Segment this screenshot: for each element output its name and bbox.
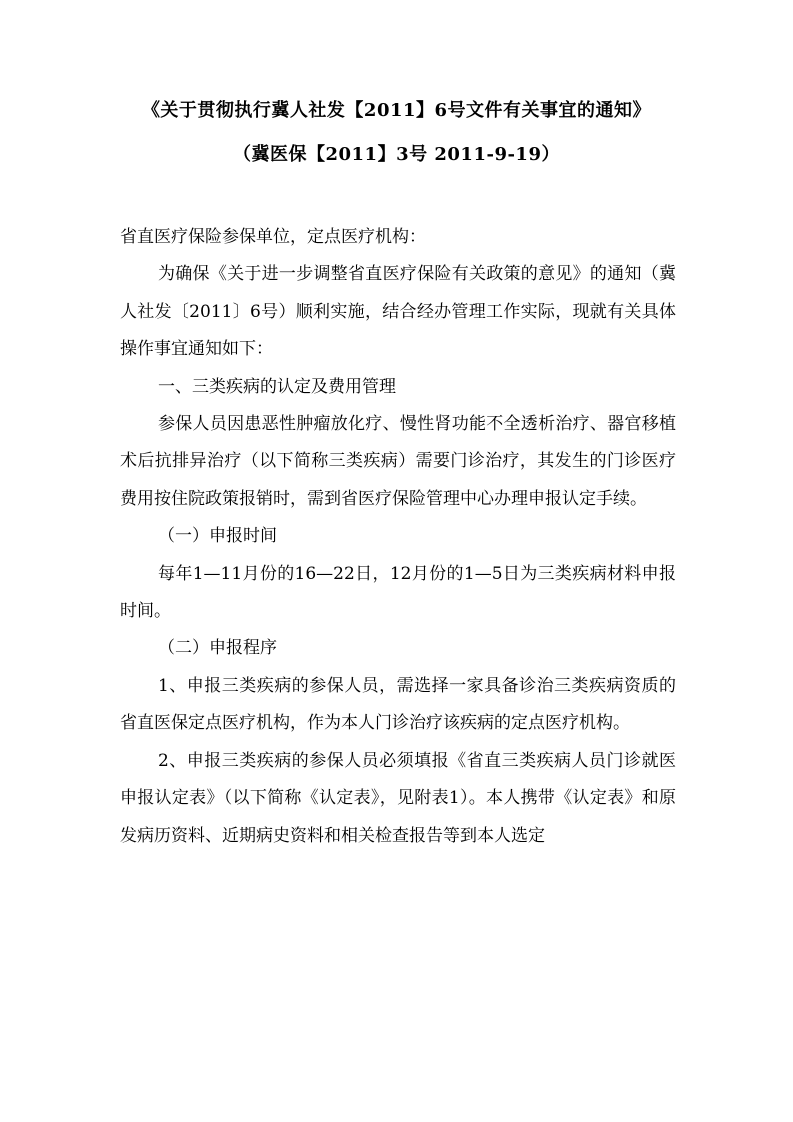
body-paragraph: 每年1—11月份的16—22日，12月份的1—5日为三类疾病材料申报时间。 xyxy=(120,563,676,622)
document-subtitle: （冀医保【2011】3号 2011-9-19） xyxy=(232,144,560,165)
body-paragraph: 1、申报三类疾病的参保人员，需选择一家具备诊治三类疾病资质的省直医保定点医疗机构，作为本人门诊治疗该疾病的定点医疗机构。 xyxy=(120,675,676,734)
document-title: 《关于贯彻执行冀人社发【2011】6号文件有关事宜的通知》 xyxy=(141,100,652,121)
salutation: 省直医疗保险参保单位，定点医疗机构： xyxy=(120,227,426,247)
subsection-heading-2: （二）申报程序 xyxy=(158,638,277,659)
section-heading-1: 一、三类疾病的认定及费用管理 xyxy=(158,376,396,397)
subsection-heading-1: （一）申报时间 xyxy=(158,526,277,547)
body-paragraph: 2、申报三类疾病的参保人员必须填报《省直三类疾病人员门诊就医申报认定表》（以下简称《认定表》，见附表1）。本人携带《认定表》和原发病历资料、近期病史资料和相关检查报告等到本人选定 xyxy=(120,750,676,846)
body-paragraph: 参保人员因患恶性肿瘤放化疗、慢性肾功能不全透析治疗、器官移植术后抗排异治疗（以下简称三类疾病）需要门诊治疗，其发生的门诊医疗费用按住院政策报销时，需到省医疗保险管理中心办理申报认定手续。 xyxy=(120,414,676,509)
document-body xyxy=(120,219,676,855)
intro-paragraph: 为确保《关于进一步调整省直医疗保险有关政策的意见》的通知（冀人社发〔2011〕6号）顺利实施，结合经办管理工作实际，现就有关具体操作事宜通知如下： xyxy=(120,264,676,360)
